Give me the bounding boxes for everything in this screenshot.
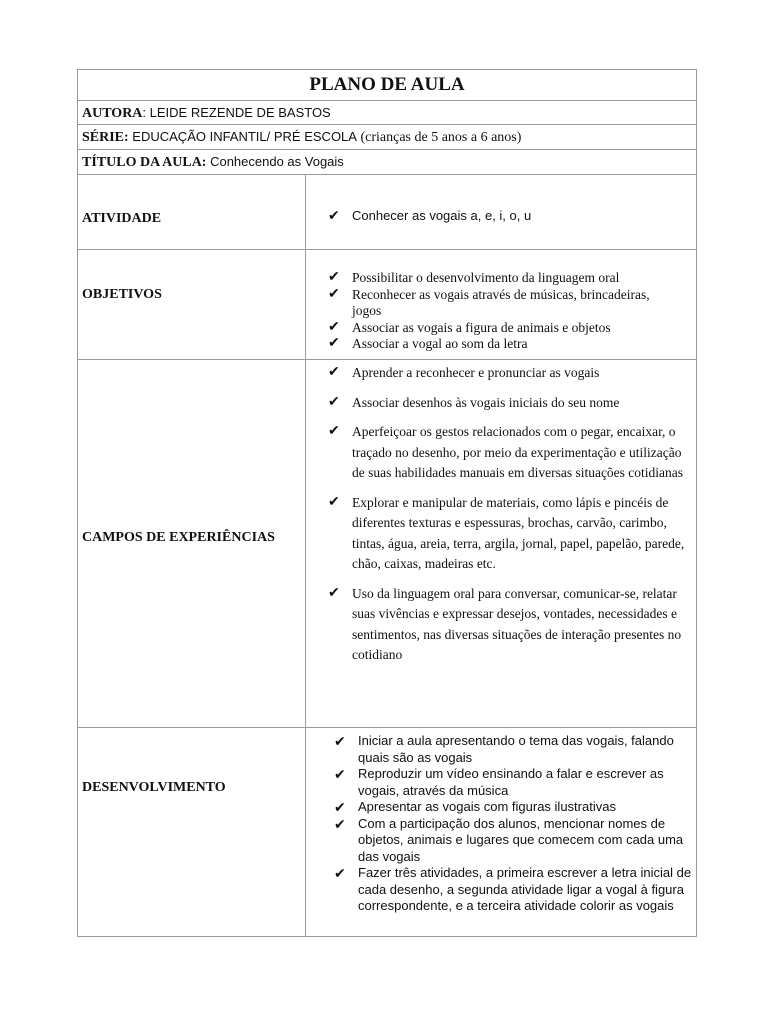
list-item: ✔ Reproduzir um vídeo ensinando a falar e escrever as vogais, através da música bbox=[334, 766, 664, 798]
desenvolvimento-row bbox=[78, 728, 696, 936]
check-icon: ✔ bbox=[328, 207, 340, 223]
serie-label: SÉRIE: bbox=[82, 130, 129, 145]
list-item: ✔ Associar a vogal ao som da letra bbox=[328, 336, 528, 351]
list-item: ✔ Uso da linguagem oral para conversar, comunicar-se, relatar suas vivências e expressar desejos, vontades, necessidades e sentimentos, nas diversas situações de interação presentes no cotidiano bbox=[328, 585, 682, 662]
list-item: ✔ Possibilitar o desenvolvimento da linguagem oral bbox=[328, 270, 620, 285]
column-divider bbox=[305, 728, 306, 936]
desenvolvimento-label: DESENVOLVIMENTO bbox=[82, 780, 226, 795]
desenvolvimento-list bbox=[332, 733, 694, 915]
objetivos-row bbox=[78, 250, 696, 360]
check-icon: ✔ bbox=[328, 270, 340, 285]
column-divider bbox=[305, 175, 306, 249]
check-icon: ✔ bbox=[328, 494, 340, 510]
author-value: : LEIDE REZENDE DE BASTOS bbox=[142, 105, 331, 120]
check-icon: ✔ bbox=[328, 319, 340, 335]
list-item: ✔ Explorar e manipular de materiais, como lápis e pincéis de diferentes texturas e espessuras, brochas, carvão, carimbo, tintas, água, areia, terra, argila, jornal, papel, papelão, parede, chão, caixas, madeiras etc. bbox=[328, 494, 685, 571]
check-icon: ✔ bbox=[328, 585, 340, 601]
check-icon: ✔ bbox=[328, 286, 340, 302]
list-item: ✔ Conhecer as vogais a, e, i, o, u bbox=[328, 207, 532, 223]
column-divider bbox=[305, 360, 306, 727]
check-icon: ✔ bbox=[328, 336, 340, 351]
check-icon: ✔ bbox=[328, 365, 340, 380]
list-item: ✔ Fazer três atividades, a primeira escrever a letra inicial de cada desenho, a segunda atividade ligar a vogal à figura correspondente, e a terceira atividade colorir as vogais bbox=[334, 865, 692, 913]
atividade-list bbox=[326, 207, 686, 224]
list-item: ✔ Aperfeiçoar os gestos relacionados com o pegar, encaixar, o traçado no desenho, por meio da experimentação e utilização de suas habilidades manuais em diversas situações cotidianas bbox=[328, 424, 684, 480]
list-item: ✔ Associar desenhos às vogais iniciais do seu nome bbox=[326, 393, 688, 414]
check-icon: ✔ bbox=[334, 733, 346, 749]
lesson-title-label: TÍTULO DA AULA: bbox=[82, 155, 207, 170]
lesson-title-value: Conhecendo as Vogais bbox=[206, 154, 344, 169]
check-icon: ✔ bbox=[334, 815, 346, 832]
title-row bbox=[78, 70, 696, 101]
atividade-label: ATIVIDADE bbox=[82, 211, 162, 226]
list-item: ✔ Reconhecer as vogais através de músicas, brincadeiras, jogos bbox=[328, 286, 650, 318]
atividade-row bbox=[78, 175, 696, 250]
check-icon: ✔ bbox=[328, 394, 340, 410]
author-row bbox=[78, 101, 696, 125]
lesson-title-row bbox=[78, 150, 696, 175]
list-item: ✔ Iniciar a aula apresentando o tema das vogais, falando quais são as vogais bbox=[334, 733, 674, 765]
objetivos-list bbox=[326, 270, 666, 353]
check-icon: ✔ bbox=[328, 424, 340, 439]
check-icon: ✔ bbox=[334, 766, 346, 782]
objetivos-label: OBJETIVOS bbox=[82, 287, 162, 302]
column-divider bbox=[305, 250, 306, 359]
lesson-plan-table bbox=[77, 69, 697, 937]
campos-label: CAMPOS DE EXPERIÊNCIAS bbox=[82, 530, 275, 545]
serie-row bbox=[78, 125, 696, 150]
author-label: AUTORA bbox=[82, 106, 143, 121]
serie-value: EDUCAÇÃO INFANTIL/ PRÉ ESCOLA bbox=[128, 129, 357, 144]
document-title: PLANO DE AULA bbox=[309, 74, 465, 95]
list-item: ✔ Apresentar as vogais com figuras ilustrativas bbox=[334, 799, 616, 815]
serie-age-range: (crianças de 5 anos a 6 anos) bbox=[356, 130, 522, 145]
list-item: ✔ Associar as vogais a figura de animais e objetos bbox=[328, 319, 611, 335]
check-icon: ✔ bbox=[334, 799, 346, 815]
list-item: ✔ Com a participação dos alunos, mencionar nomes de objetos, animais e lugares que comecem com cada uma das vogais bbox=[334, 815, 684, 864]
campos-list bbox=[326, 363, 688, 666]
campos-row bbox=[78, 360, 696, 728]
check-icon: ✔ bbox=[334, 865, 346, 881]
list-item: ✔ Aprender a reconhecer e pronunciar as vogais bbox=[326, 363, 688, 384]
